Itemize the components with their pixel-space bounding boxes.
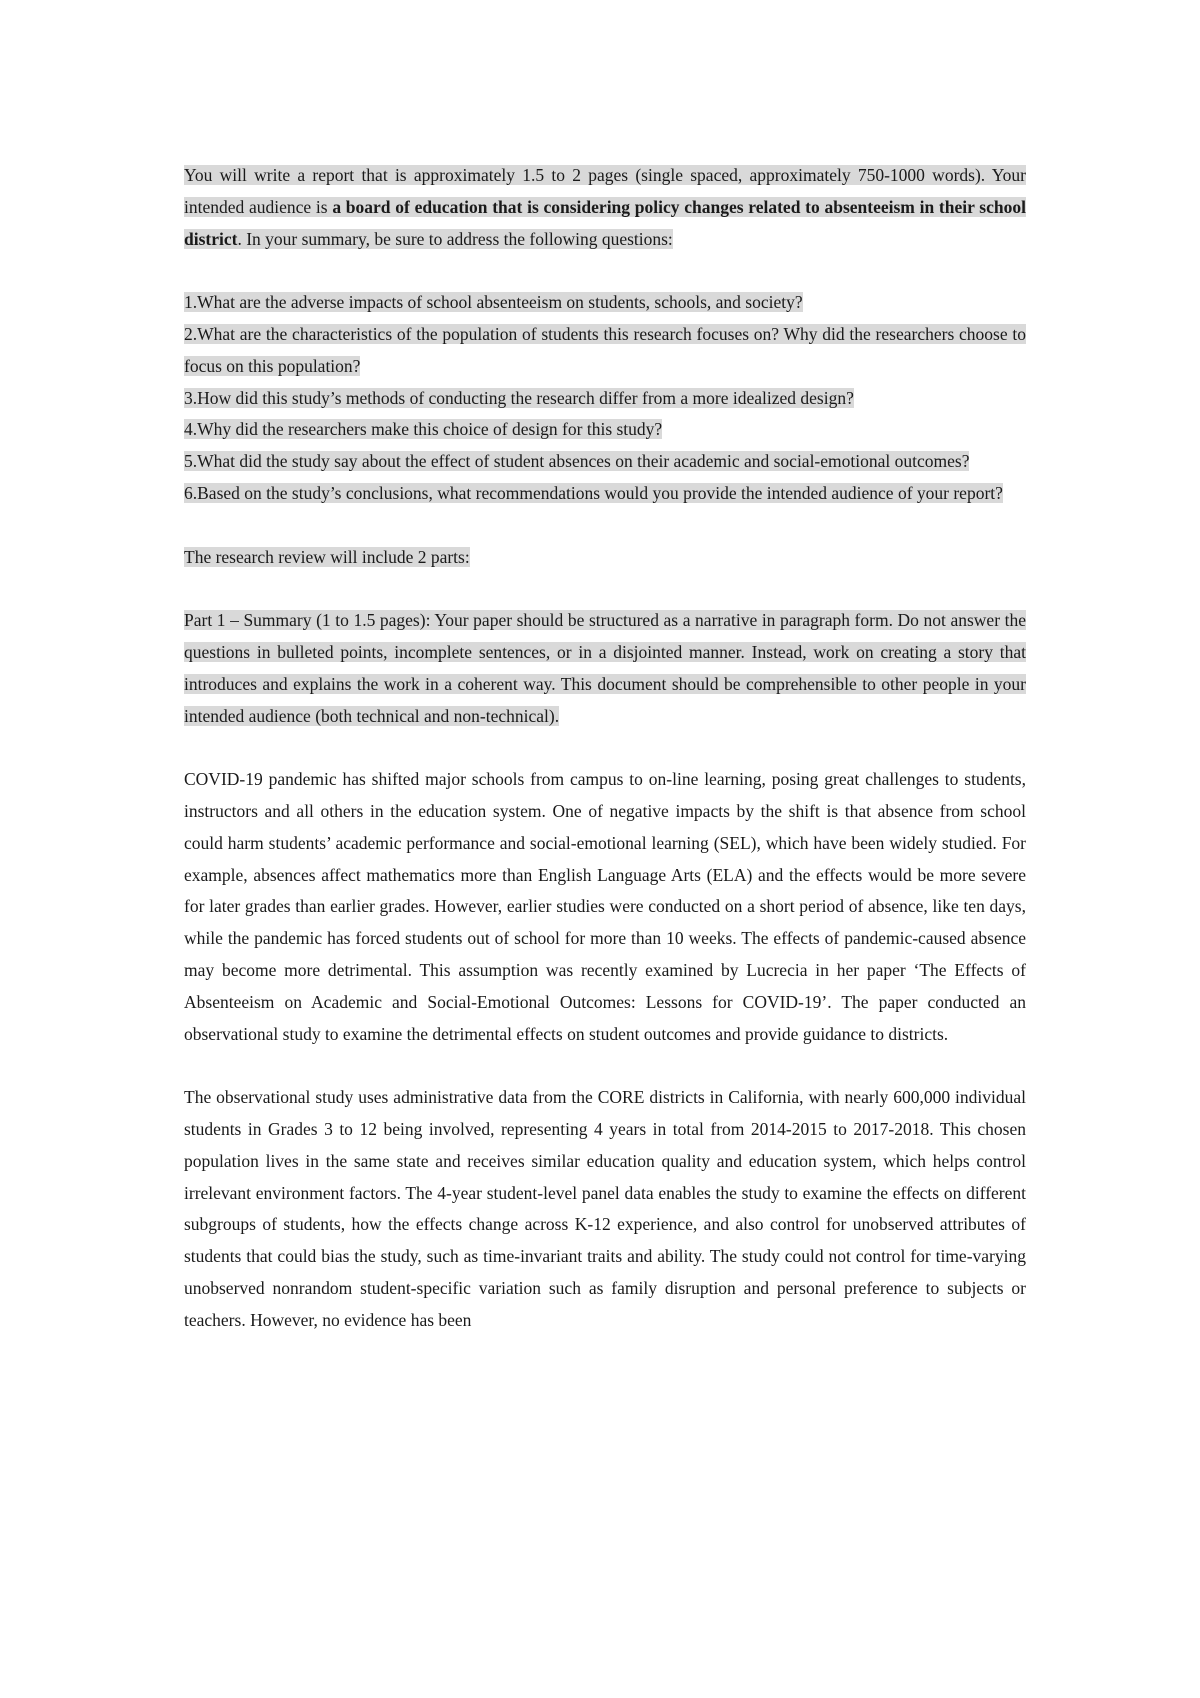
intro-text-part1: You will write a report that is approximately 1.5 to 2 pages (single spaced, approximately 750-1000 words). Your intended audience is <box>184 165 1026 217</box>
parts-intro-text: The research review will include 2 parts: <box>184 546 470 567</box>
intro-paragraph <box>184 160 1026 255</box>
part1-instructions-text: Part 1 – Summary (1 to 1.5 pages): Your paper should be structured as a narrative in paragraph form. Do not answer the questions in bulleted points, incomplete sentences, or in a disjointed manner. Instead, work on creating a story that introduces and explains the work in a coherent way. This document should be comprehensible to other people in your intended audience (both technical and non-technical). <box>184 610 1026 726</box>
body-paragraph: The observational study uses administrative data from the CORE districts in California, with nearly 600,000 individual students in Grades 3 to 12 being involved, representing 4 years in total from 2014-2015 to 2017-2018. This chosen population lives in the same state and receives similar education quality and education system, which helps control irrelevant environment factors. The 4-year student-level panel data enables the study to examine the effects on different subgroups of students, how the effects change across K-12 experience, and also control for unobserved attributes of students that could bias the study, such as time-invariant traits and ability. The study could not control for time-varying unobserved nonrandom student-specific variation such as family disruption and personal preference to subjects or teachers. However, no evidence has been <box>184 1087 1026 1330</box>
blank-line <box>184 510 1026 542</box>
question-list <box>184 287 1026 510</box>
intro-text-part2: . In your summary, be sure to address the following questions: <box>237 228 673 249</box>
blank-line <box>184 1050 1026 1082</box>
body-paragraph: COVID-19 pandemic has shifted major schools from campus to on-line learning, posing great challenges to students, instructors and all others in the education system. One of negative impacts by the shift is that absence from school could harm students’ academic performance and social-emotional learning (SEL), which have been widely studied. For example, absences affect mathematics more than English Language Arts (ELA) and the effects would be more severe for later grades than earlier grades. However, earlier studies were conducted on a short period of absence, like ten days, while the pandemic has forced students out of school for more than 10 weeks. The effects of pandemic-caused absence may become more detrimental. This assumption was recently examined by Lucrecia in her paper ‘The Effects of Absenteeism on Academic and Social-Emotional Outcomes: Lessons for COVID-19’. The paper conducted an observational study to examine the detrimental effects on student outcomes and provide guidance to districts. <box>184 769 1026 1044</box>
part1-instructions <box>184 605 1026 732</box>
question-text: 5.What did the study say about the effect of student absences on their academic and social-emotional outcomes? <box>184 451 970 472</box>
blank-line <box>184 255 1026 287</box>
question-text: 3.How did this study’s methods of conducting the research differ from a more idealized design? <box>184 387 854 408</box>
question-text: 1.What are the adverse impacts of school absenteeism on students, schools, and society? <box>184 292 803 313</box>
blank-line <box>184 573 1026 605</box>
question-text: 2.What are the characteristics of the population of students this research focuses on? Why did the researchers choose to focus on this population? <box>184 323 1026 376</box>
question-item <box>184 478 1026 510</box>
question-text: 6.Based on the study’s conclusions, what recommendations would you provide the intended audience of your report? <box>184 482 1003 503</box>
blank-line <box>184 732 1026 764</box>
question-item <box>184 287 1026 319</box>
intro-audience-bold: a board of education that is considering policy changes related to absenteeism in their school district <box>184 196 1026 249</box>
intro-highlight <box>184 165 1026 249</box>
question-item <box>184 383 1026 415</box>
question-item <box>184 414 1026 446</box>
question-text: 4.Why did the researchers make this choice of design for this study? <box>184 419 663 440</box>
question-item <box>184 446 1026 478</box>
question-item <box>184 319 1026 383</box>
parts-intro <box>184 542 1026 574</box>
document-body <box>184 160 1026 1336</box>
